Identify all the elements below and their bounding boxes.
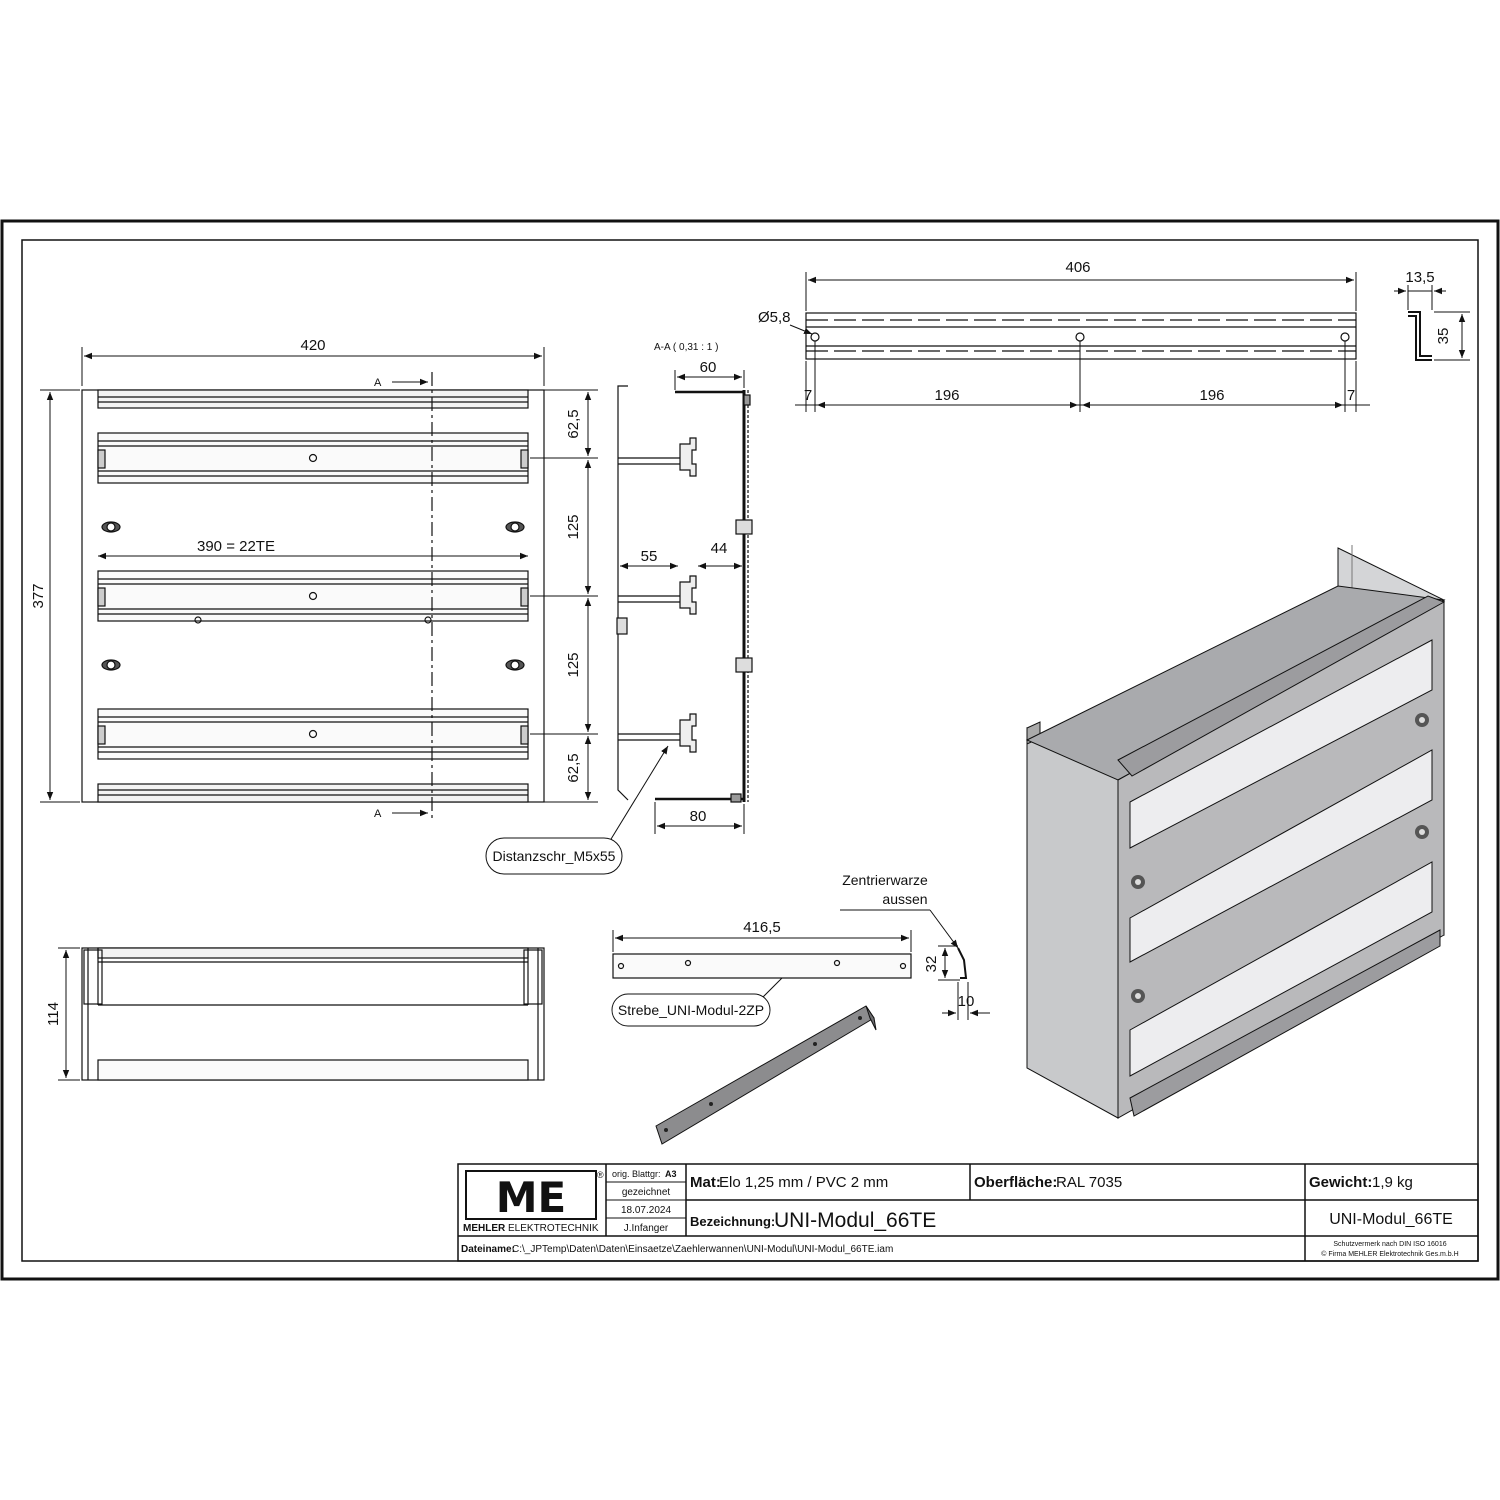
designation-value: UNI-Modul_66TE	[774, 1209, 937, 1232]
dim-profile-height: 35	[1435, 327, 1452, 345]
side-view	[82, 948, 544, 1080]
section-view	[617, 386, 752, 802]
label-aussen: aussen	[882, 891, 928, 907]
material-label: Mat:	[690, 1174, 721, 1191]
surface-value: RAL 7035	[1056, 1174, 1123, 1191]
profile-dimension-lines	[1394, 285, 1470, 360]
section-dimension-lines	[608, 370, 744, 844]
callout-strut: Strebe_UNI-Modul-2ZP	[617, 1002, 765, 1018]
dim-rail-edge-right: 7	[1346, 387, 1356, 404]
front-view	[82, 372, 544, 822]
dim-section-bottom: 80	[689, 808, 707, 825]
strut-detail	[613, 954, 911, 978]
dim-profile-width: 13,5	[1405, 269, 1435, 286]
part-number: UNI-Modul_66TE	[1329, 1211, 1453, 1228]
dim-strut-height: 32	[923, 955, 940, 973]
dim-strut-width: 10	[957, 993, 975, 1010]
dim-pitch-3: 125	[565, 652, 582, 678]
registered-mark: ®	[597, 1170, 604, 1180]
dim-section-44: 44	[710, 540, 728, 557]
company-name-rest: ELEKTROTECHNIK	[508, 1223, 599, 1234]
company-name-bold: MEHLER	[463, 1223, 506, 1234]
weight-value: 1,9 kg	[1372, 1174, 1413, 1191]
svg-text:ME: ME	[495, 1173, 567, 1222]
filename-label: Dateiname:	[461, 1244, 515, 1255]
surface-label: Oberfläche:	[974, 1174, 1058, 1191]
dim-rail-length: 390 = 22TE	[197, 538, 275, 555]
dim-width: 420	[300, 337, 326, 354]
drawn-label: gezeichnet	[621, 1187, 671, 1198]
section-label-top: A	[374, 377, 382, 389]
din-rail-3	[98, 709, 528, 759]
drawing-date: 18.07.2024	[620, 1205, 672, 1216]
label-zentrierwarze: Zentrierwarze	[842, 872, 928, 888]
mehler-logo	[466, 1171, 596, 1222]
dim-pitch-4: 62,5	[565, 753, 582, 783]
material-value: Elo 1,25 mm / PVC 2 mm	[719, 1174, 889, 1191]
filename-value: C:\_JPTemp\Daten\Daten\Einsaetze\Zaehlerwannen\UNI-Modul\UNI-Modul_66TE.iam	[512, 1244, 894, 1255]
rail-detail	[806, 313, 1356, 359]
dim-depth: 114	[45, 1002, 62, 1026]
protection-note-1: Schutzvermerk nach DIN ISO 16016	[1333, 1241, 1447, 1248]
dim-strut-length: 416,5	[743, 919, 781, 936]
sheet-size-label: orig. Blattgr:	[612, 1169, 661, 1179]
dim-section-top: 60	[699, 359, 717, 376]
dim-rail-spacing-1: 196	[934, 387, 960, 404]
din-rail-2	[98, 571, 528, 623]
dim-rail-406: 406	[1065, 259, 1091, 276]
module-isometric-view	[1027, 545, 1444, 1118]
designation-label: Bezeichnung:	[690, 1214, 776, 1229]
rail-dimension-lines	[790, 272, 1370, 412]
sheet-size-value: A3	[665, 1169, 677, 1179]
section-title: A-A ( 0,31 : 1 )	[654, 342, 719, 353]
drawing-author: J.Infanger	[623, 1223, 669, 1234]
strut-isometric	[656, 1006, 876, 1144]
dim-hole-diameter: Ø5,8	[758, 309, 791, 326]
weight-label: Gewicht:	[1309, 1174, 1373, 1191]
din-rail-1	[98, 433, 528, 483]
protection-note-2: © Firma MEHLER Elektrotechnik Ges.m.b.H	[1321, 1251, 1459, 1258]
dim-pitch-2: 125	[565, 514, 582, 540]
section-label-bottom: A	[374, 808, 382, 820]
dim-section-55: 55	[640, 548, 658, 565]
callout-standoff: Distanzschr_M5x55	[492, 848, 616, 864]
dim-pitch-1: 62,5	[565, 409, 582, 439]
rail-profile	[1408, 312, 1432, 360]
dim-rail-spacing-2: 196	[1199, 387, 1225, 404]
dim-rail-edge-left: 7	[803, 387, 813, 404]
dim-height: 377	[30, 583, 47, 609]
